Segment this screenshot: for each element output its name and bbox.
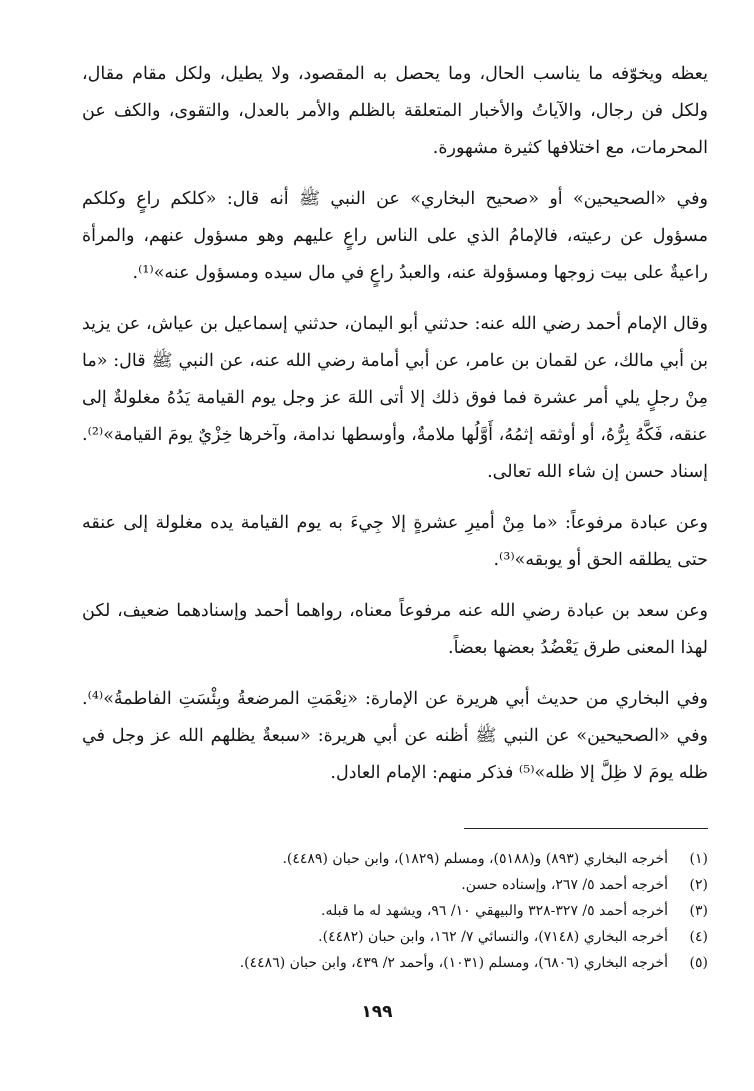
footnote-5	[82, 950, 708, 976]
footnote-4	[82, 924, 708, 950]
footnote-separator	[464, 828, 708, 829]
footnote-text: أخرجه البخاري (٦٨٠٦)، ومسلم (١٠٣١)، وأحمد ٢/ ٤٣٩، وابن حبان (٤٤٨٦).	[239, 955, 668, 971]
paragraph-3: وقال الإمام أحمد رضي الله عنه: حدثني أبو اليمان، حدثني إسماعيل بن عياش، عن يزيد بن أبي مالك، عن لقمان بن عامر، عن أبي أمامة رضي الله عنه، عن النبي ﷺ قال: «ما مِنْ رجلٍ يلي أمر عشرة فما فوق ذلك إلا أتى اللهَ عز وجل يوم القيامة يَدُهُ مغلولةٌ إلى عنقه، فَكَّهُ بِرُّهُ، أو أوثقه إثمُهُ، أَوَّلُها ملامةٌ، وأوسطها ندامة، وآخرها خِزْيٌ يومَ القيامة»⁽²⁾. إسناد حسن إن شاء الله تعالى.	[82, 314, 708, 482]
page-number: ١٩٩	[361, 1002, 393, 1022]
footnote-number: (٣)	[689, 903, 708, 919]
footnote-number: (٢)	[689, 877, 708, 893]
footnote-1	[82, 846, 708, 872]
footnote-number: (٤)	[689, 929, 708, 945]
footnote-number: (٥)	[689, 955, 708, 971]
footnote-text: أخرجه البخاري (٨٩٣) و(٥١٨٨)، ومسلم (١٨٢٩)، وابن حبان (٤٤٨٩).	[282, 851, 668, 867]
footnote-number: (١)	[689, 851, 708, 867]
paragraph-1: يعظه ويخوّفه ما يناسب الحال، وما يحصل به المقصود، ولا يطيل، ولكل مقام مقال، ولكل فن رجال، والآياتُ والأخبار المتعلقة بالظلم والأمر بالعدل، والتقوى، والكف عن المحرمات، مع اختلافها كثيرة مشهورة.	[82, 64, 708, 158]
footnote-text: أخرجه البخاري (٧١٤٨)، والنسائي ٧/ ١٦٢، وابن حبان (٤٤٨٢).	[318, 929, 668, 945]
paragraph-6: وفي البخاري من حديث أبي هريرة عن الإمارة: «نِعْمَتِ المرضعةُ وبِئْسَتِ الفاطمةُ»⁽⁴⁾. وفي «الصحيحين» عن النبي ﷺ أظنه عن أبي هريرة: «سبعةٌ يظلهم الله عز وجل في ظله يومَ لا ظِلَّ إلا ظله»⁽⁵⁾ فذكر منهم: الإمام العادل.	[82, 689, 708, 783]
paragraph-4: وعن عبادة مرفوعاً: «ما مِنْ أميرِ عشرةٍ إلا جِيءَ به يوم القيامة يده مغلولة إلى عنقه حتى يطلقه الحق أو يوبقه»⁽³⁾.	[82, 513, 708, 570]
footnotes-section	[82, 846, 708, 976]
main-text-body	[82, 56, 708, 806]
footnote-text: أخرجه أحمد ٥/ ٣٢٧-٣٢٨ والبيهقي ١٠/ ٩٦، ويشهد له ما قبله.	[321, 903, 668, 919]
footnote-2	[82, 872, 708, 898]
paragraph-2: وفي «الصحيحين» أو «صحيح البخاري» عن النبي ﷺ أنه قال: «كلكم راعٍ وكلكم مسؤول عن رعيته، فالإمامُ الذي على الناس راعٍ عليهم وهو مسؤول عنهم، والمرأة راعيةٌ على بيت زوجها ومسؤولة عنه، والعبدُ راعٍ في مال سيده ومسؤول عنه»⁽¹⁾.	[82, 189, 708, 283]
footnote-3	[82, 898, 708, 924]
footnote-text: أخرجه أحمد ٥/ ٢٦٧، وإسناده حسن.	[461, 877, 668, 893]
paragraph-5: وعن سعد بن عبادة رضي الله عنه مرفوعاً معناه، رواهما أحمد وإسنادهما ضعيف، لكن لهذا المعنى طرق يَعْضُدُ بعضها بعضاً.	[82, 601, 708, 658]
